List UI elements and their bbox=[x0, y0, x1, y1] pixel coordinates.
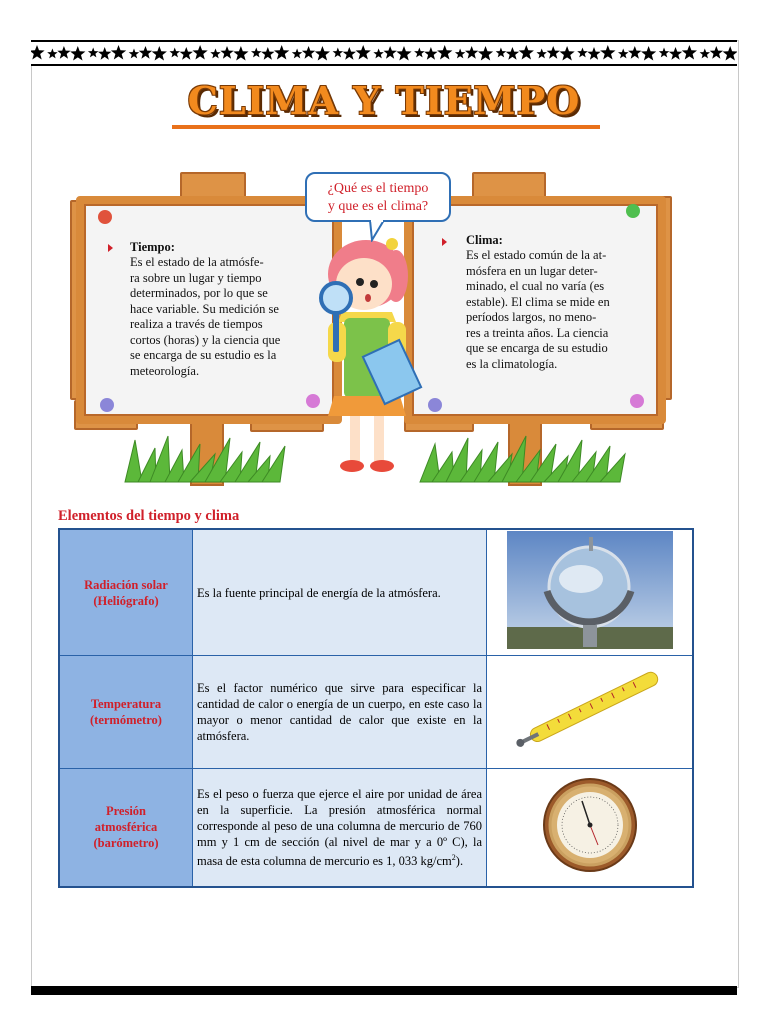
tiempo-line: meteorología. bbox=[130, 363, 200, 378]
speech-bubble bbox=[305, 172, 451, 222]
clima-line: períodos largos, no meno- bbox=[466, 310, 597, 324]
clima-heading: Clima: bbox=[466, 233, 503, 247]
row-label: Temperatura (termómetro) bbox=[59, 656, 193, 769]
clima-line: estable). El clima se mide en bbox=[466, 294, 610, 309]
table-row bbox=[59, 769, 693, 887]
clima-line: mósfera en un lugar deter- bbox=[466, 263, 598, 278]
barometer-image bbox=[487, 769, 694, 887]
row-description: Es la fuente principal de energía de la atmósfera. bbox=[193, 529, 487, 656]
title-underline bbox=[172, 125, 600, 129]
tiempo-heading: Tiempo: bbox=[130, 240, 175, 254]
barometer-icon bbox=[528, 775, 652, 875]
stars-decoration bbox=[31, 42, 737, 64]
elements-table bbox=[58, 528, 694, 888]
row-label: Presión atmosférica (barómetro) bbox=[59, 769, 193, 887]
bullet-clima-icon bbox=[442, 238, 447, 246]
thermometer-image bbox=[487, 656, 694, 769]
tiempo-line: ra sobre un lugar y tiempo bbox=[130, 270, 262, 285]
table-row bbox=[59, 529, 693, 656]
speech-bubble-tail bbox=[368, 220, 388, 242]
girl-with-magnifier-illustration bbox=[312, 226, 436, 480]
bullet-tiempo-icon bbox=[108, 244, 113, 252]
clima-line: minado, el cual no varía (es bbox=[466, 279, 605, 293]
bottom-border-bar bbox=[31, 986, 737, 995]
tiempo-line: Es el estado de la atmósfe- bbox=[130, 255, 264, 269]
tiempo-definition bbox=[130, 255, 302, 379]
clima-line: es la climatología. bbox=[466, 356, 558, 371]
bubble-line-1: ¿Qué es el tiempo bbox=[327, 181, 429, 196]
clima-line: que se encarga de su estudio bbox=[466, 341, 608, 355]
clima-line: res a treinta años. La ciencia bbox=[466, 325, 609, 340]
row-description: Es el peso o fuerza que ejerce el aire por unidad de área en la superficie. La presión atmosférica normal corresponde al peso de una columna de mercurio de 760 mm y 1 cm de sección (al nivel de mar y a 0º C), la masa de esta columna de mercurio es 1, 033 $kg/cm^2$). bbox=[193, 769, 487, 887]
tiempo-line: determinados, por lo que se bbox=[130, 286, 268, 300]
clima-definition bbox=[466, 248, 632, 372]
table-row bbox=[59, 656, 693, 769]
heliograph-icon bbox=[507, 531, 673, 649]
bubble-line-2: y que es el clima? bbox=[327, 199, 429, 214]
page-title: CLIMA Y TIEMPO bbox=[187, 78, 581, 123]
tiempo-line: realiza a través de tiempos bbox=[130, 317, 263, 331]
thermometer-icon bbox=[505, 660, 675, 760]
row-label: Radiación solar (Heliógrafo) bbox=[59, 529, 193, 656]
tiempo-line: cortos (horas) y la ciencia que bbox=[130, 332, 281, 347]
stars-border-top bbox=[31, 40, 737, 66]
section-title: Elementos del tiempo y clima bbox=[58, 508, 240, 524]
tiempo-line: hace variable. Su medición se bbox=[130, 301, 279, 316]
tiempo-line: se encarga de su estudio es la bbox=[130, 348, 277, 362]
clima-line: Es el estado común de la at- bbox=[466, 248, 607, 262]
row-description: Es el factor numérico que sirve para especificar la cantidad de calor o energía de un cuerpo, en este caso la mayor o menor cantidad de calor que existe en la atmósfera. bbox=[193, 656, 487, 769]
heliograph-image bbox=[487, 529, 694, 656]
